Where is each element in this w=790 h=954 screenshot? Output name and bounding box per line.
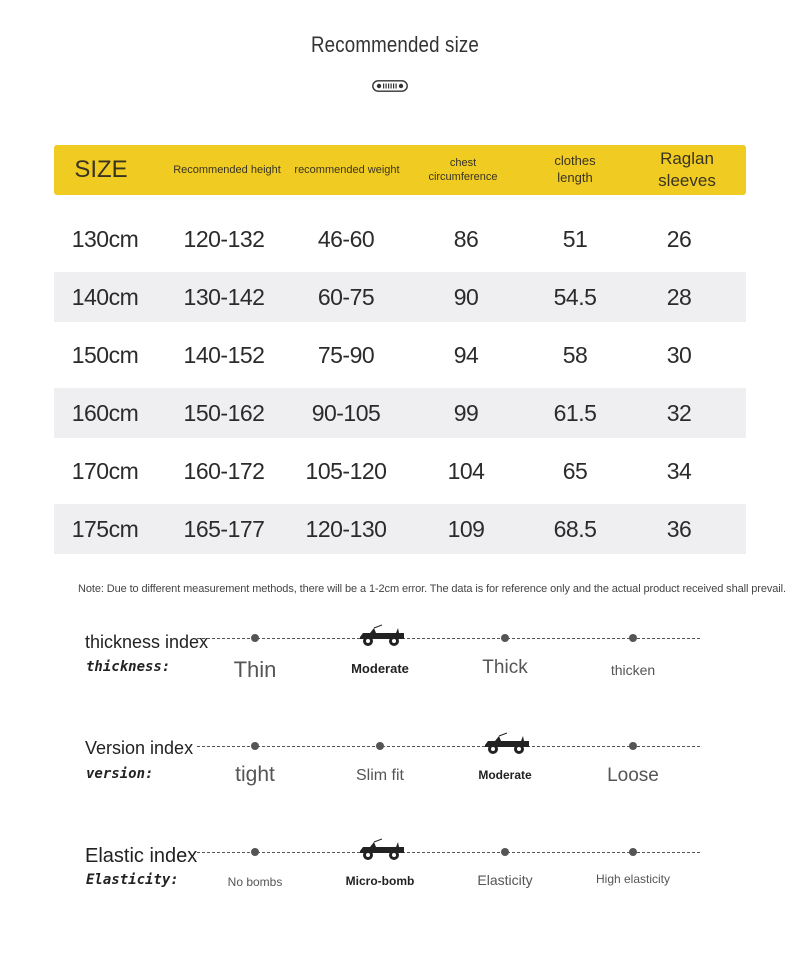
- table-cell: 28: [666, 283, 692, 310]
- table-cell: 61.5: [553, 399, 597, 426]
- index-scale-line: [197, 852, 700, 853]
- table-cell: 90-105: [311, 399, 381, 426]
- scale-dot: [629, 742, 637, 750]
- table-cell: 32: [666, 399, 692, 426]
- header-sleeves-label: Raglan sleeves: [658, 148, 716, 190]
- table-cell: 58: [562, 341, 588, 368]
- index-label: thickness index: [85, 632, 209, 652]
- index-option: No bombs: [227, 875, 283, 889]
- table-cell: 120-132: [183, 225, 265, 252]
- index-option: Thin: [233, 657, 277, 682]
- header-height: [172, 145, 282, 195]
- header-size: [54, 145, 148, 195]
- index-label: Version index: [85, 738, 194, 758]
- jeep-icon: [483, 732, 531, 756]
- page-title: Recommended size: [311, 32, 479, 57]
- index-option: Loose: [607, 765, 659, 786]
- table-cell: 30: [666, 341, 692, 368]
- table-row: [54, 388, 746, 438]
- table-cell: 46-60: [317, 225, 375, 252]
- table-row: [54, 330, 746, 380]
- table-cell: 75-90: [317, 341, 375, 368]
- index-option: tight: [235, 763, 275, 786]
- index-scale-line: [197, 746, 700, 747]
- table-cell: 99: [453, 399, 479, 426]
- index-scale-line: [197, 638, 700, 639]
- index-label: Elastic index: [85, 845, 198, 867]
- table-cell: 140-152: [183, 341, 265, 368]
- table-row: [54, 272, 746, 322]
- table-cell: 165-177: [183, 515, 265, 542]
- scale-dot: [501, 634, 509, 642]
- table-cell: 150-162: [183, 399, 265, 426]
- index-option: Micro-bomb: [345, 874, 415, 888]
- header-size-label: SIZE: [74, 156, 128, 184]
- index-sublabel: thickness:: [86, 659, 171, 675]
- scale-dot: [501, 848, 509, 856]
- table-cell: 65: [562, 457, 588, 484]
- header-length-line1: clothes: [554, 153, 596, 169]
- table-cell: 160cm: [71, 399, 139, 426]
- scale-dot: [629, 848, 637, 856]
- index-option: Elasticity: [477, 872, 533, 888]
- table-cell: 86: [453, 225, 479, 252]
- table-cell: 160-172: [183, 457, 265, 484]
- table-cell: 130-142: [183, 283, 265, 310]
- header-weight-label: recommended weight: [294, 163, 400, 176]
- table-header: [54, 145, 746, 195]
- table-cell: 26: [666, 225, 692, 252]
- table-cell: 175cm: [71, 515, 139, 542]
- index-option: High elasticity: [595, 872, 671, 886]
- index-option: Thick: [482, 657, 528, 678]
- scale-dot: [376, 742, 384, 750]
- table-cell: 51: [562, 225, 588, 252]
- table-cell: 60-75: [317, 283, 375, 310]
- index-option: Moderate: [351, 661, 409, 676]
- scale-dot: [251, 848, 259, 856]
- index-sublabel: version:: [86, 766, 154, 782]
- jeep-icon: [358, 838, 406, 862]
- table-cell: 170cm: [71, 457, 139, 484]
- jeep-grille-icon: [372, 80, 408, 92]
- table-cell: 104: [447, 457, 485, 484]
- jeep-icon: [358, 624, 406, 648]
- table-row: [54, 214, 746, 264]
- header-weight: [292, 145, 402, 195]
- header-length-line2: length: [557, 170, 593, 185]
- scale-dot: [251, 742, 259, 750]
- table-cell: 94: [453, 341, 479, 368]
- header-chest-line2: circumference: [428, 171, 498, 183]
- table-cell: 105-120: [305, 457, 387, 484]
- index-option: Slim fit: [356, 767, 404, 784]
- measurement-note: Note: Due to different measurement methods, there will be a 1-2cm error. The data is for reference only and the actual product received shall prevail.: [78, 583, 786, 595]
- index-sublabel: Elasticity:: [86, 872, 179, 888]
- header-height-label: Recommended height: [173, 163, 281, 176]
- table-cell: 34: [666, 457, 692, 484]
- scale-dot: [251, 634, 259, 642]
- table-cell: 109: [447, 515, 485, 542]
- table-row: [54, 446, 746, 496]
- table-cell: 150cm: [71, 341, 139, 368]
- table-cell: 90: [453, 283, 479, 310]
- table-cell: 120-130: [305, 515, 387, 542]
- table-cell: 54.5: [553, 283, 597, 310]
- header-chest-line1: chest: [449, 156, 477, 169]
- header-chest: [416, 145, 510, 195]
- table-cell: 140cm: [71, 283, 139, 310]
- table-cell: 68.5: [553, 515, 597, 542]
- table-cell: 130cm: [71, 225, 139, 252]
- table-row: [54, 504, 746, 554]
- header-sleeves: [634, 145, 740, 195]
- header-length: [530, 145, 620, 195]
- index-option: Moderate: [478, 768, 532, 782]
- index-option: thicken: [610, 662, 656, 678]
- scale-dot: [629, 634, 637, 642]
- table-cell: 36: [666, 515, 692, 542]
